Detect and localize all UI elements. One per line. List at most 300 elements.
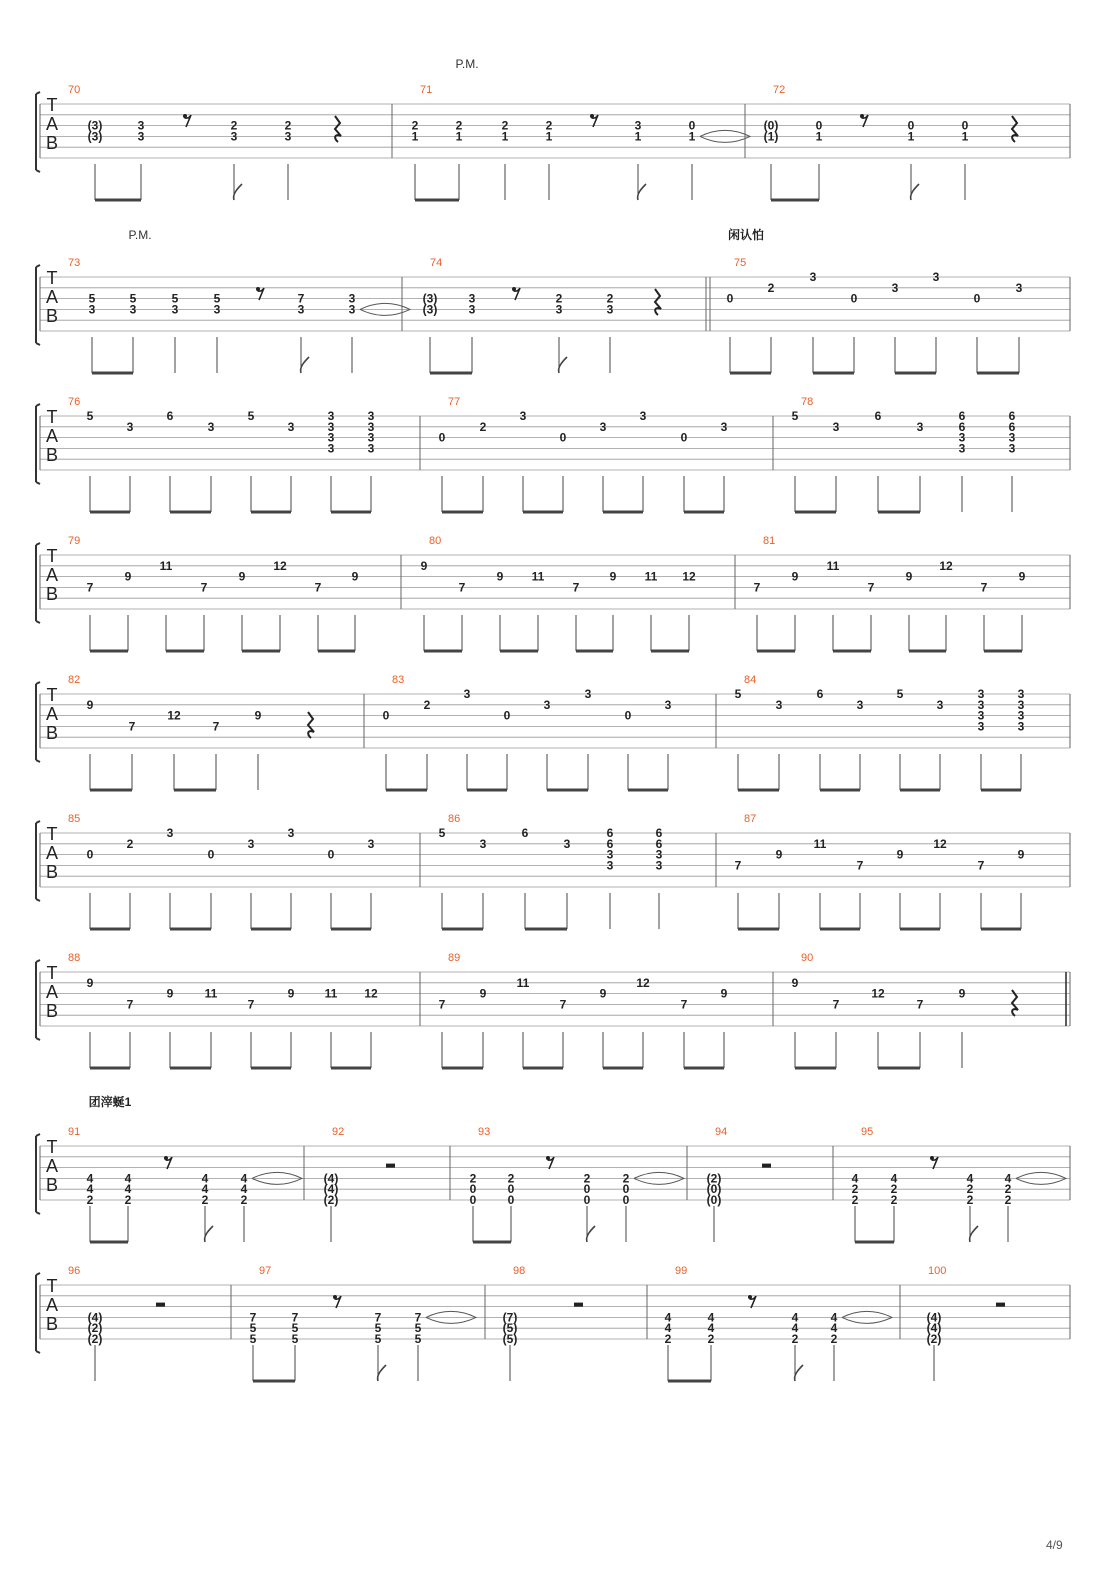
eighth-rest-dot (256, 287, 260, 291)
fret-number: 2 (707, 1332, 715, 1346)
tab-clef-letter: T (46, 268, 58, 288)
fret-number: 0 (86, 847, 94, 862)
fret-number: 2 (469, 1171, 477, 1186)
tab-clef-letter: B (45, 445, 59, 465)
fret-number: (3) (422, 291, 438, 306)
fret-number: 3 (88, 302, 96, 317)
fret-number: 3 (367, 409, 375, 423)
fret-number: 7 (374, 1310, 382, 1325)
fret-number: 3 (327, 441, 335, 456)
fret-number: 2 (1004, 1193, 1012, 1207)
fret-number: 2 (890, 1182, 898, 1197)
fret-number: 9 (609, 569, 617, 584)
fret-number: 6 (606, 826, 614, 840)
fret-number: 3 (247, 836, 255, 851)
fret-number: 7 (86, 580, 94, 595)
fret-number: 11 (204, 986, 218, 1001)
tab-clef-letter: A (45, 426, 59, 446)
measure-number: 80 (429, 535, 442, 547)
fret-number: 0 (583, 1182, 591, 1197)
fret-number: (2) (926, 1332, 942, 1346)
system-4 (36, 535, 1070, 651)
fret-number: 2 (284, 118, 292, 133)
fret-number: 4 (830, 1310, 838, 1325)
note-flag (234, 184, 242, 200)
eighth-rest-dot (546, 1156, 550, 1160)
fret-number: 4 (851, 1171, 859, 1186)
fret-number: 7 (680, 997, 688, 1012)
fret-number: 3 (599, 419, 607, 434)
fret-number: 9 (351, 569, 359, 584)
fret-number: 9 (479, 986, 487, 1001)
fret-number: 4 (707, 1321, 715, 1336)
fret-number: 5 (249, 1321, 257, 1336)
measure-number: 71 (420, 84, 433, 96)
fret-number: 4 (1004, 1171, 1012, 1186)
fret-number: 5 (291, 1321, 299, 1336)
measure-number: 76 (68, 396, 81, 408)
half-rest (996, 1303, 1005, 1307)
fret-number: 9 (86, 697, 94, 712)
fret-number: 3 (720, 419, 728, 434)
system-2 (36, 227, 1070, 373)
fret-number: 7 (291, 1310, 299, 1325)
fret-number: 9 (905, 569, 913, 584)
fret-number: 0 (688, 118, 696, 133)
fret-number: (4) (926, 1310, 942, 1325)
fret-number: 2 (545, 118, 553, 133)
eighth-rest-dot (333, 1295, 337, 1299)
fret-number: 0 (503, 708, 511, 723)
fret-number: 6 (655, 826, 663, 840)
fret-number: 7 (572, 580, 580, 595)
measure-number: 86 (448, 813, 461, 825)
fret-number: 3 (543, 697, 551, 712)
fret-number: 5 (791, 409, 799, 423)
tab-clef-letter: T (46, 685, 58, 705)
fret-number: 3 (297, 302, 305, 317)
measure-number: 96 (68, 1265, 81, 1277)
system-7 (36, 952, 1070, 1068)
tab-clef-letter: A (45, 704, 59, 724)
fret-number: 3 (655, 847, 663, 862)
fret-number: 2 (1004, 1182, 1012, 1197)
fret-number: 11 (531, 569, 545, 584)
fret-number: 2 (664, 1332, 672, 1346)
fret-number: 2 (890, 1193, 898, 1207)
fret-number: 3 (348, 291, 356, 306)
fret-number: (2) (706, 1171, 722, 1186)
fret-number: 9 (958, 986, 966, 1001)
fret-number: 2 (966, 1182, 974, 1197)
system-bracket (36, 1134, 40, 1214)
fret-number: 4 (124, 1171, 132, 1186)
half-rest (386, 1164, 395, 1168)
eighth-rest-dot (183, 114, 187, 118)
fret-number: 0 (622, 1182, 630, 1197)
note-flag (559, 357, 567, 373)
measure-number: 97 (259, 1265, 272, 1277)
fret-number: 12 (364, 986, 378, 1001)
fret-number: 3 (327, 409, 335, 423)
system-1 (36, 57, 1070, 200)
fret-number: 9 (166, 986, 174, 1001)
fret-number: 1 (815, 129, 823, 144)
fret-number: 6 (958, 409, 966, 423)
eighth-rest-dot (748, 1295, 752, 1299)
measure-number: 84 (744, 674, 757, 686)
fret-number: 0 (207, 847, 215, 862)
fret-number: 2 (479, 419, 487, 434)
fret-number: 4 (830, 1321, 838, 1336)
tab-clef-letter: T (46, 546, 58, 566)
fret-number: (5) (502, 1321, 518, 1336)
fret-number: 0 (507, 1193, 515, 1207)
fret-number: 7 (200, 580, 208, 595)
fret-number: (0) (706, 1182, 722, 1197)
fret-number: 12 (682, 569, 696, 584)
measure-number: 70 (68, 84, 81, 96)
fret-number: 3 (606, 302, 614, 317)
fret-number: (7) (502, 1310, 518, 1325)
fret-number: 5 (438, 826, 446, 840)
fret-number: (3) (87, 129, 103, 144)
fret-number: 2 (791, 1332, 799, 1346)
fret-number: 3 (977, 708, 985, 723)
fret-number: 7 (414, 1310, 422, 1325)
fret-number: (4) (323, 1182, 339, 1197)
fret-number: 3 (932, 270, 940, 284)
section-label: 闲认怕 (727, 228, 765, 242)
fret-number: 3 (639, 409, 647, 423)
fret-number: 2 (230, 118, 238, 133)
tab-clef-letter: B (45, 723, 59, 743)
fret-number: 3 (664, 697, 672, 712)
tab-clef-letter: T (46, 407, 58, 427)
fret-number: 2 (455, 118, 463, 133)
system-bracket (36, 543, 40, 623)
tab-clef-letter: B (45, 862, 59, 882)
fret-number: 3 (606, 858, 614, 873)
fret-number: 3 (166, 826, 174, 840)
fret-number: 9 (124, 569, 132, 584)
fret-number: 3 (129, 302, 137, 317)
fret-number: 3 (137, 129, 145, 144)
fret-number: 3 (230, 129, 238, 144)
fret-number: 7 (559, 997, 567, 1012)
fret-number: 2 (86, 1193, 94, 1207)
fret-number: 9 (420, 558, 428, 573)
fret-number: 3 (1017, 697, 1025, 712)
system-bracket (36, 682, 40, 762)
half-rest (574, 1303, 583, 1307)
tab-clef-letter: A (45, 1156, 59, 1176)
fret-number: 2 (201, 1193, 209, 1207)
note-flag (638, 184, 646, 200)
fret-number: 0 (973, 291, 981, 306)
fret-number: (4) (87, 1310, 103, 1325)
fret-number: 11 (159, 558, 173, 573)
fret-number: 4 (707, 1310, 715, 1325)
fret-number: 3 (287, 826, 295, 840)
fret-number: 5 (247, 409, 255, 423)
tab-clef-letter: T (46, 963, 58, 983)
fret-number: 0 (726, 291, 734, 306)
eighth-rest-dot (590, 114, 594, 118)
measure-number: 100 (928, 1265, 947, 1277)
fret-number: 3 (916, 419, 924, 434)
fret-number: 3 (171, 302, 179, 317)
note-flag (795, 1365, 803, 1381)
half-rest (762, 1164, 771, 1168)
fret-number: 5 (171, 291, 179, 306)
fret-number: 4 (240, 1171, 248, 1186)
fret-number: 11 (826, 558, 840, 573)
measure-number: 93 (478, 1126, 491, 1138)
measure-number: 82 (68, 674, 81, 686)
fret-number: 5 (88, 291, 96, 306)
fret-number: (0) (763, 118, 779, 133)
fret-number: 0 (559, 430, 567, 445)
tab-clef-letter: B (45, 584, 59, 604)
fret-number: 1 (634, 129, 642, 144)
fret-number: 7 (832, 997, 840, 1012)
fret-number: 2 (124, 1193, 132, 1207)
fret-number: 11 (516, 975, 530, 990)
fret-number: 9 (496, 569, 504, 584)
system-9 (36, 1265, 1070, 1381)
fret-number: 4 (124, 1182, 132, 1197)
fret-number: 3 (1017, 719, 1025, 734)
fret-number: 7 (856, 858, 864, 873)
fret-number: 3 (1008, 430, 1016, 445)
measure-number: 88 (68, 952, 81, 964)
fret-number: (3) (422, 302, 438, 317)
fret-number: 2 (622, 1171, 630, 1186)
fret-number: 5 (129, 291, 137, 306)
measure-number: 75 (734, 257, 747, 269)
fret-number: 1 (961, 129, 969, 144)
fret-number: 0 (327, 847, 335, 862)
fret-number: (4) (323, 1171, 339, 1186)
fret-number: 9 (238, 569, 246, 584)
section-label: P.M. (128, 228, 152, 242)
fret-number: 9 (720, 986, 728, 1001)
fret-number: 3 (832, 419, 840, 434)
fret-number: 12 (871, 986, 885, 1001)
tab-clef-letter: B (45, 1175, 59, 1195)
fret-number: 5 (734, 687, 742, 701)
fret-number: 3 (1015, 280, 1023, 295)
fret-number: (2) (87, 1321, 103, 1336)
fret-number: 7 (438, 997, 446, 1012)
fret-number: 11 (324, 986, 338, 1001)
fret-number: 0 (680, 430, 688, 445)
fret-number: 3 (284, 129, 292, 144)
tab-clef-letter: B (45, 306, 59, 326)
fret-number: 7 (980, 580, 988, 595)
fret-number: (2) (87, 1332, 103, 1346)
measure-number: 92 (332, 1126, 345, 1138)
fret-number: 1 (907, 129, 915, 144)
fret-number: 3 (463, 687, 471, 701)
fret-number: 3 (555, 302, 563, 317)
system-bracket (36, 821, 40, 901)
fret-number: 3 (655, 858, 663, 873)
fret-number: 3 (126, 419, 134, 434)
fret-number: 3 (367, 836, 375, 851)
fret-number: 2 (583, 1171, 591, 1186)
fret-number: 3 (367, 419, 375, 434)
fret-number: 3 (775, 697, 783, 712)
system-bracket (36, 404, 40, 484)
system-bracket (36, 92, 40, 172)
fret-number: 12 (933, 836, 947, 851)
system-bracket (36, 960, 40, 1040)
measure-number: 95 (861, 1126, 874, 1138)
fret-number: 12 (273, 558, 287, 573)
fret-number: 7 (126, 997, 134, 1012)
fret-number: 0 (382, 708, 390, 723)
page-number: 4/9 (1046, 1538, 1063, 1552)
fret-number: 3 (584, 687, 592, 701)
fret-number: 7 (314, 580, 322, 595)
fret-number: 12 (636, 975, 650, 990)
fret-number: 3 (977, 697, 985, 712)
tab-clef-letter: B (45, 1001, 59, 1021)
fret-number: 12 (167, 708, 181, 723)
tab-clef-letter: A (45, 1295, 59, 1315)
fret-number: 0 (624, 708, 632, 723)
tab-clef-letter: A (45, 287, 59, 307)
fret-number: (4) (926, 1321, 942, 1336)
eighth-rest-dot (512, 287, 516, 291)
measure-number: 90 (801, 952, 814, 964)
fret-number: 9 (791, 975, 799, 990)
fret-number: 0 (815, 118, 823, 133)
fret-number: 0 (469, 1193, 477, 1207)
fret-number: 4 (664, 1321, 672, 1336)
fret-number: 2 (501, 118, 509, 133)
eighth-rest-dot (164, 1156, 168, 1160)
measure-number: 74 (430, 257, 443, 269)
fret-number: 3 (468, 302, 476, 317)
fret-number: 11 (644, 569, 658, 584)
tab-clef-letter: T (46, 824, 58, 844)
fret-number: 5 (414, 1332, 422, 1346)
fret-number: 3 (958, 441, 966, 456)
note-flag (911, 184, 919, 200)
fret-number: 3 (936, 697, 944, 712)
system-6 (36, 813, 1070, 929)
fret-number: 5 (249, 1332, 257, 1346)
fret-number: 9 (86, 975, 94, 990)
fret-number: 4 (890, 1171, 898, 1186)
fret-number: 7 (249, 1310, 257, 1325)
fret-number: 3 (479, 836, 487, 851)
fret-number: (0) (706, 1193, 722, 1207)
tab-clef-letter: A (45, 565, 59, 585)
system-3 (36, 396, 1070, 512)
measure-number: 98 (513, 1265, 526, 1277)
fret-number: 3 (519, 409, 527, 423)
fret-number: 7 (977, 858, 985, 873)
section-label: 团滓蜒1 (88, 1095, 132, 1109)
fret-number: 3 (367, 441, 375, 456)
note-flag (378, 1365, 386, 1381)
eighth-rest-dot (860, 114, 864, 118)
quarter-rest (655, 289, 661, 315)
fret-number: 5 (414, 1321, 422, 1336)
fret-number: 2 (767, 280, 775, 295)
fret-number: 7 (297, 291, 305, 306)
fret-number: (2) (323, 1193, 339, 1207)
fret-number: 6 (1008, 419, 1016, 434)
measure-number: 77 (448, 396, 461, 408)
fret-number: 4 (664, 1310, 672, 1325)
fret-number: 6 (816, 687, 824, 701)
fret-number: 1 (455, 129, 463, 144)
fret-number: 2 (606, 291, 614, 306)
quarter-rest (1012, 116, 1018, 142)
fret-number: 7 (458, 580, 466, 595)
fret-number: 2 (423, 697, 431, 712)
fret-number: 5 (374, 1321, 382, 1336)
fret-number: 9 (775, 847, 783, 862)
fret-number: 2 (830, 1332, 838, 1346)
fret-number: 3 (958, 430, 966, 445)
system-5 (36, 674, 1070, 790)
tab-clef-letter: A (45, 114, 59, 134)
system-8 (36, 1094, 1070, 1242)
measure-number: 73 (68, 257, 81, 269)
fret-number: 3 (606, 847, 614, 862)
fret-number: 6 (1008, 409, 1016, 423)
fret-number: 0 (961, 118, 969, 133)
fret-number: 2 (507, 1171, 515, 1186)
fret-number: 3 (1017, 687, 1025, 701)
tab-clef-letter: T (46, 1276, 58, 1296)
fret-number: 7 (753, 580, 761, 595)
fret-number: 0 (583, 1193, 591, 1207)
tab-clef-letter: T (46, 95, 58, 115)
fret-number: 3 (1008, 441, 1016, 456)
tab-clef-letter: A (45, 982, 59, 1002)
fret-number: 2 (851, 1182, 859, 1197)
fret-number: 4 (201, 1182, 209, 1197)
fret-number: 7 (128, 719, 136, 734)
fret-number: 6 (606, 836, 614, 851)
tab-clef-letter: A (45, 843, 59, 863)
fret-number: 11 (813, 836, 827, 851)
fret-number: 7 (212, 719, 220, 734)
fret-number: 3 (977, 687, 985, 701)
fret-number: 6 (655, 836, 663, 851)
measure-number: 79 (68, 535, 81, 547)
fret-number: 7 (247, 997, 255, 1012)
fret-number: 1 (501, 129, 509, 144)
measure-number: 81 (763, 535, 776, 547)
fret-number: 0 (438, 430, 446, 445)
note-flag (301, 357, 309, 373)
fret-number: 5 (374, 1332, 382, 1346)
fret-number: 5 (291, 1332, 299, 1346)
fret-number: 0 (469, 1182, 477, 1197)
fret-number: 5 (86, 409, 94, 423)
system-bracket (36, 265, 40, 345)
measure-number: 91 (68, 1126, 81, 1138)
fret-number: 9 (791, 569, 799, 584)
